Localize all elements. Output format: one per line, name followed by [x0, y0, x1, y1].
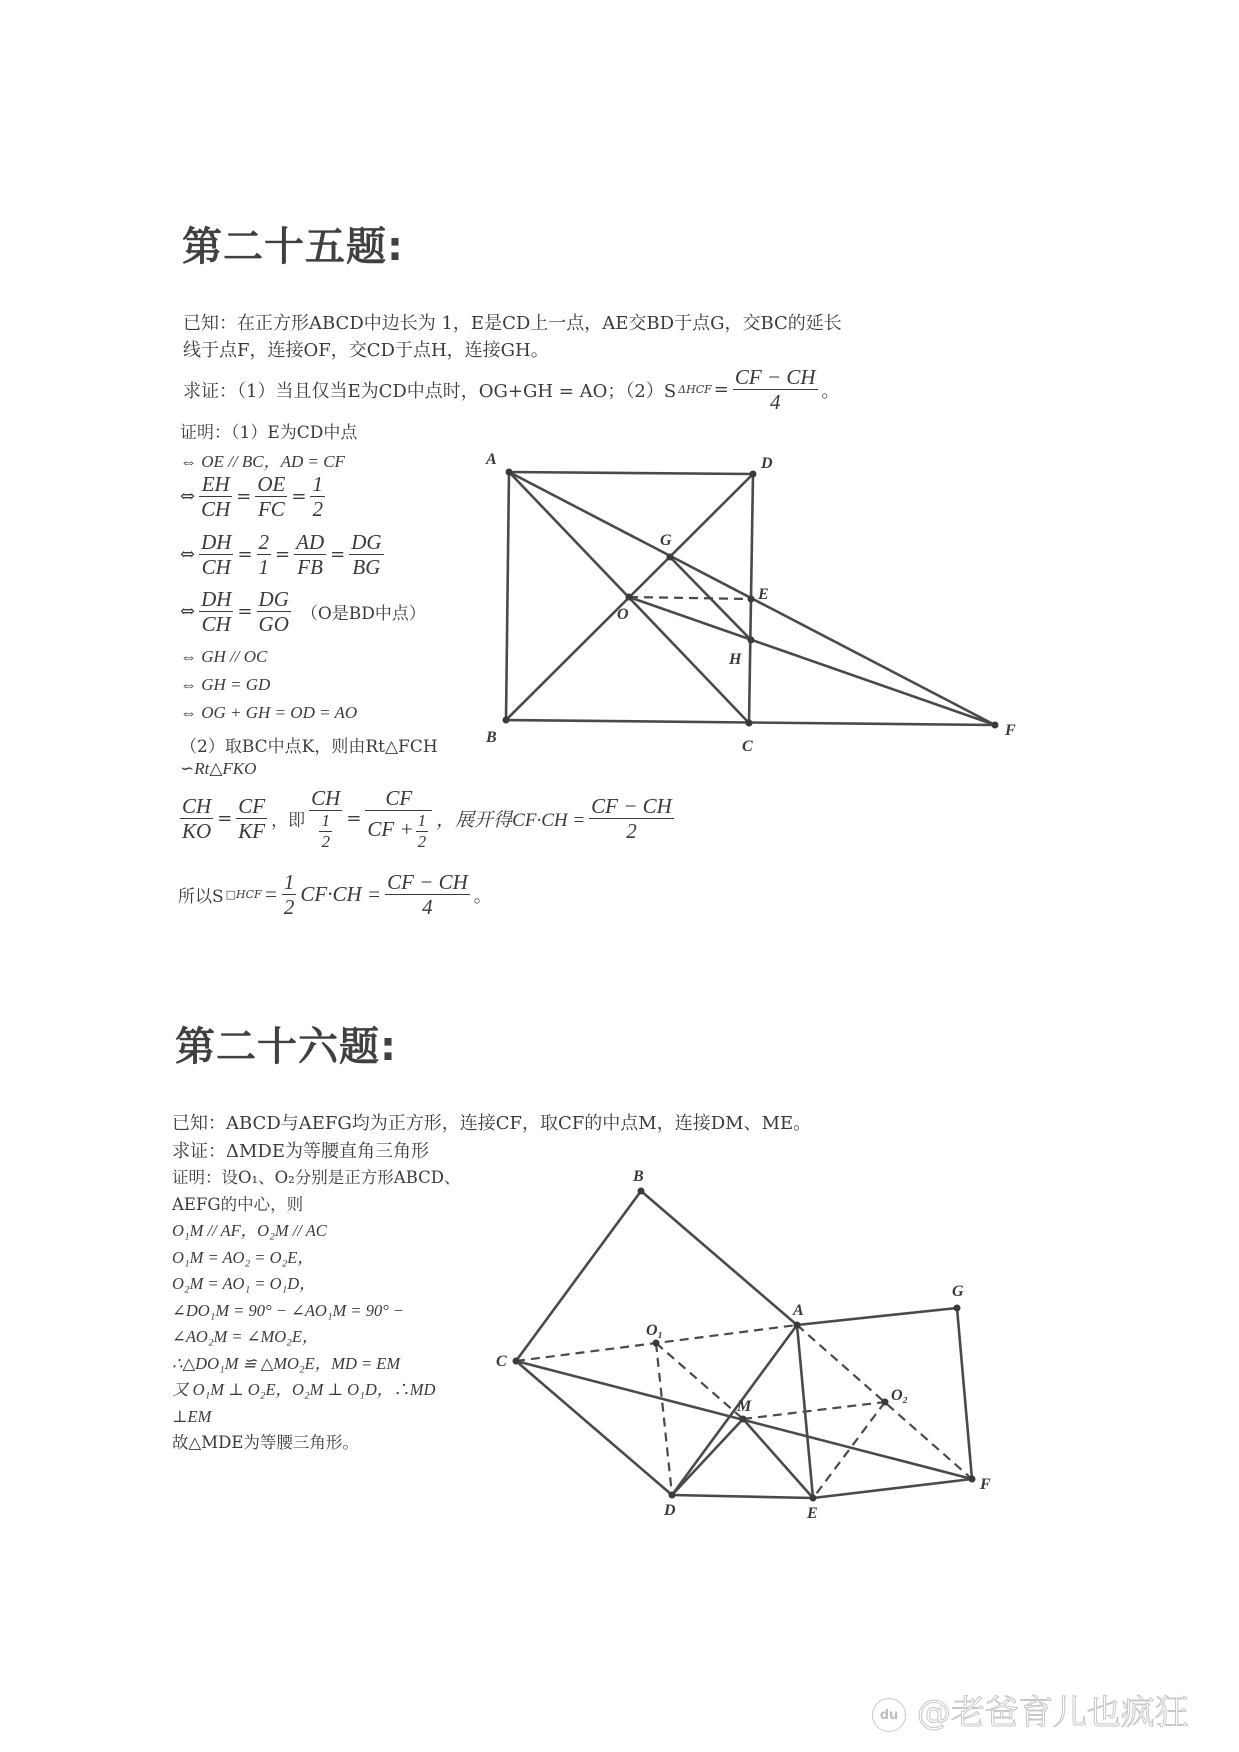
denominator: FB	[297, 555, 323, 580]
label-C: C	[742, 738, 753, 755]
fraction-numerator: CF − CH	[734, 365, 816, 389]
segment-AG	[797, 1308, 957, 1325]
denominator: 2	[312, 497, 323, 522]
proof-line: 又 O₁M ⊥ O₂E，O₂M ⊥ O₁D，∴MD	[172, 1380, 436, 1399]
numerator: AD	[296, 530, 325, 554]
text-expand: ，展开得CF·CH =	[436, 810, 586, 832]
label-M: M	[737, 1398, 752, 1415]
proof-line-8: ⇔ OG + GH = OD = AO	[180, 703, 358, 722]
point-E	[810, 1495, 817, 1502]
denominator: KO	[182, 819, 212, 844]
segment-EF	[813, 1479, 972, 1498]
label-E: E	[807, 1505, 818, 1522]
denominator: 2	[283, 895, 295, 920]
denominator: CH	[201, 612, 231, 637]
point-C	[513, 1358, 520, 1365]
proof-line-3: ⇔ $\frac{EH}{CH}$ = $\frac{OE}{FC}$ = $\frac{1}{2}$	[180, 472, 323, 522]
label-O: O	[617, 606, 629, 623]
numerator: EH	[199, 472, 232, 497]
proof-line-7: ⇔ GH = GD	[180, 675, 271, 694]
numerator: 1	[283, 870, 295, 894]
denominator: BG	[352, 555, 381, 580]
prove-subscript: ΔHCF	[678, 383, 712, 397]
iff-symbol: ⇔	[180, 601, 196, 623]
denominator-prefix: CF +	[367, 817, 414, 841]
numerator: OE	[257, 472, 286, 496]
segment-BA	[641, 1191, 797, 1325]
label-G: G	[660, 532, 672, 549]
label-H: H	[729, 651, 742, 668]
proof-line: ∴△DO₁M ≌ △MO₂E，MD = EM	[172, 1353, 401, 1373]
text-ji: ，即	[271, 811, 306, 832]
dashed-segment-O2E	[813, 1402, 885, 1498]
numerator: CH	[311, 786, 341, 810]
segment-GF	[957, 1308, 972, 1479]
proof-line-6: ⇔ GH // OC	[180, 647, 268, 666]
segment-DE	[672, 1495, 813, 1498]
proof-line-2: ⇔ OE // BC，AD = CF	[180, 452, 345, 471]
label-B: B	[633, 1168, 644, 1185]
denominator: CH	[201, 497, 231, 522]
problem-25-title: 第二十五题:	[182, 224, 404, 270]
denominator: 1	[258, 555, 270, 580]
text-product: CF·CH =	[300, 882, 382, 907]
prove-equals: =	[713, 379, 729, 401]
proof-line-5: ⇔ $\frac{DH}{CH}$ = $\frac{DG}{GO}$ （O是BD中点）	[180, 587, 426, 637]
label-D: D	[664, 1502, 676, 1519]
label-C: C	[496, 1353, 507, 1370]
proof-line: ⊥EM	[172, 1406, 212, 1426]
proof-line-4: ⇔ $\frac{DH}{CH}$ = $\frac{2}{1}$ = $\frac{AD}{FB}$ = $\frac{DG}{BG}$	[180, 530, 382, 580]
denominator: KF	[238, 819, 266, 844]
proof-line: O₁M = AO₂ = O₂E，	[172, 1247, 314, 1267]
proof-line: 证明：设O₁、O₂分别是正方形ABCD、	[172, 1168, 461, 1187]
proof-line-9: （2）取BC中点K，则由Rt△FCH	[180, 737, 438, 757]
label-E: E	[758, 586, 769, 603]
label-F: F	[980, 1476, 991, 1493]
label-A: A	[793, 1302, 804, 1319]
point-D	[669, 1492, 676, 1499]
problem-25-given-line-2: 线于点F，连接OF，交CD于点H，连接GH。	[183, 340, 549, 361]
point-O2	[882, 1399, 889, 1406]
problem-26-given: 已知：ABCD与AEFG均为正方形，连接CF，取CF的中点M，连接DM、ME。	[172, 1113, 812, 1134]
equals: =	[263, 882, 278, 907]
label-A: A	[486, 451, 497, 468]
numerator: DH	[201, 530, 232, 554]
area-subscript: □HCF	[225, 888, 262, 902]
numerator: CF − CH	[591, 793, 672, 818]
numerator: CF − CH	[387, 870, 468, 894]
prove-end: 。	[821, 380, 840, 402]
point-O1	[653, 1340, 660, 1347]
proof-line: AEFG的中心，则	[172, 1194, 304, 1214]
numerator: 1	[417, 811, 427, 831]
denominator: 2	[417, 831, 427, 851]
numerator: CH	[182, 793, 212, 818]
text-suoyi: 所以S	[178, 887, 224, 908]
watermark-text: @老爸育儿也疯狂	[916, 1693, 1189, 1733]
period: 。	[473, 885, 492, 907]
proof-line: ∠DO₁M = 90° − ∠AO₁M = 90° −	[172, 1300, 405, 1320]
segment-ME	[743, 1419, 813, 1498]
proof-line: ∠AO₂M = ∠MO₂E，	[172, 1327, 319, 1346]
dashed-segment-MO2	[743, 1402, 885, 1419]
denominator: 2	[626, 819, 637, 844]
proof-line: O₂M = AO₁ = O₁D，	[172, 1274, 316, 1293]
problem-25-given-line-1: 已知：在正方形ABCD中边长为 1，E是CD上一点，AE交BD于点G，交BC的延长	[183, 313, 842, 334]
numerator: DG	[258, 587, 289, 611]
proof-line-1: 证明：（1）E为CD中点	[180, 423, 358, 443]
numerator: 2	[258, 530, 270, 554]
iff-symbol: ⇔	[180, 544, 196, 566]
label-O2: O₂	[891, 1387, 909, 1404]
numerator: CF	[238, 793, 266, 818]
label-F: F	[1005, 722, 1016, 739]
proof-line-11: $\frac{CH}{KO}$ = $\frac{CF}{KF}$ ，即 $\frac{CH}{\frac{1}{2}}$ = CF CF + $\frac{1}{2}$ ，展开得CF·CH = $\frac{CF - CH}{2}$	[182, 786, 672, 851]
iff-symbol: ⇔	[180, 486, 196, 508]
proof-line: 故△MDE为等腰三角形。	[172, 1433, 359, 1452]
point-A	[794, 1322, 801, 1329]
segment-AD	[672, 1325, 797, 1495]
label-D: D	[761, 455, 773, 472]
dashed-segment-O1D	[656, 1343, 672, 1495]
denominator: GO	[258, 612, 289, 637]
proof-line-10: ∽Rt△FKO	[180, 759, 257, 778]
numerator: 1	[321, 811, 330, 831]
denominator: FC	[257, 497, 285, 522]
segment-DM	[672, 1419, 743, 1495]
point-G	[954, 1305, 961, 1312]
denominator: 2	[321, 831, 330, 851]
note: （O是BD中点）	[300, 604, 426, 625]
baidu-paw-icon: du	[872, 1698, 906, 1732]
label-B: B	[486, 729, 497, 746]
denominator: CH	[201, 555, 231, 580]
point-B	[638, 1188, 645, 1195]
numerator: DG	[351, 530, 382, 554]
problem-26-title: 第二十六题:	[175, 1024, 397, 1070]
label-G: G	[952, 1283, 964, 1300]
segment-CB	[516, 1191, 641, 1361]
fraction-denominator: 4	[769, 390, 781, 415]
point-M	[740, 1416, 747, 1423]
denominator: 4	[422, 895, 433, 920]
proof-line: O₁M // AF，O₂M // AC	[172, 1221, 327, 1240]
numerator: 1	[312, 472, 323, 496]
prove-prefix: 求证：（1）当且仅当E为CD中点时，OG+GH = AO；（2）S	[183, 380, 677, 402]
label-O1: O₁	[646, 1322, 664, 1339]
numerator: CF	[365, 786, 432, 811]
point-F	[969, 1476, 976, 1483]
watermark	[872, 1685, 1189, 1734]
problem-26-prove: 求证：ΔMDE为等腰直角三角形	[172, 1141, 429, 1162]
numerator: DH	[201, 587, 232, 611]
